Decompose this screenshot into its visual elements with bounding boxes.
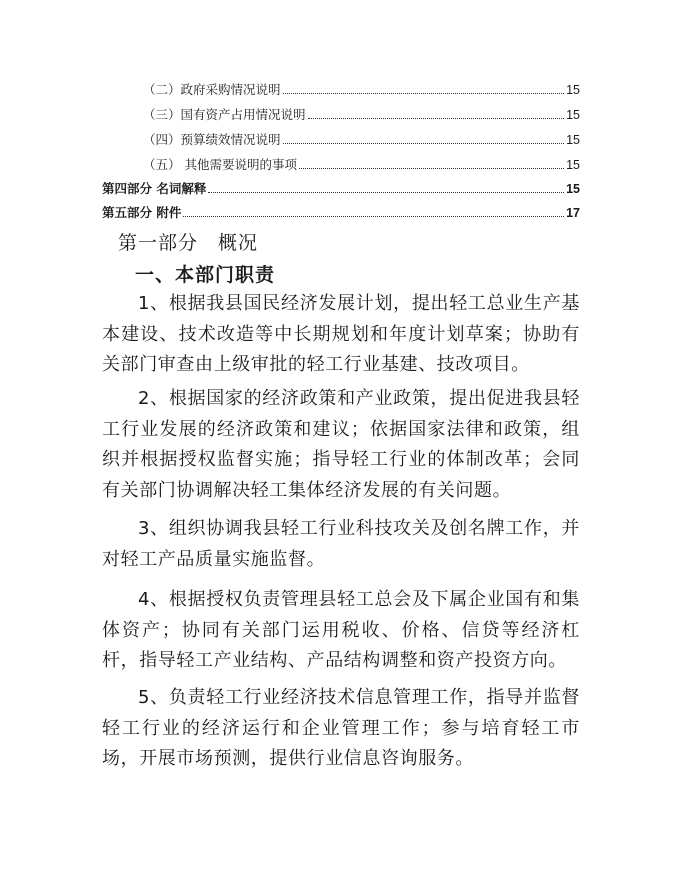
toc-entry-label: （四）预算绩效情况说明 — [143, 132, 281, 147]
toc-leader-dots — [183, 216, 564, 217]
toc-page-number: 17 — [566, 206, 580, 220]
duty-paragraph-2: 2、根据国家的经济政策和产业政策，提出促进我县轻工行业发展的经济政策和建议；依据国家法律和政策，组织并根据授权监督实施；指导轻工行业的体制改革；会同有关部门协调解决轻工集体经济发展的有关问题。 — [102, 388, 580, 501]
toc-entry-other-matters[interactable] — [143, 155, 580, 175]
toc-leader-dots — [299, 168, 564, 169]
toc-entry-glossary[interactable] — [102, 179, 580, 199]
toc-page-number: 15 — [566, 182, 580, 196]
toc-leader-dots — [208, 192, 564, 193]
toc-page-number: 15 — [566, 108, 580, 122]
toc-entry-label: 第五部分 附件 — [102, 205, 182, 220]
toc-entry-performance[interactable] — [143, 130, 580, 150]
toc-page-number: 15 — [566, 83, 580, 97]
toc-page-number: 15 — [566, 133, 580, 147]
toc-leader-dots — [283, 143, 565, 144]
duty-paragraph-3: 3、组织协调我县轻工行业科技攻关及创名牌工作，并对轻工产品质量实施监督。 — [102, 518, 580, 570]
section-title: 第一部分 概况 — [118, 232, 259, 254]
toc-entry-attachments[interactable] — [102, 203, 580, 223]
toc-leader-dots — [308, 118, 565, 119]
duty-paragraph-5: 5、负责轻工行业经济技术信息管理工作，指导并监督轻工行业的经济运行和企业管理工作；参与培育轻工市场，开展市场预测，提供行业信息咨询服务。 — [102, 687, 580, 769]
toc-leader-dots — [283, 93, 565, 94]
toc-entry-procurement[interactable] — [143, 80, 580, 100]
toc-entry-label: （五） 其他需要说明的事项 — [143, 157, 297, 172]
duty-paragraph-1: 1、根据我县国民经济发展计划，提出轻工总业生产基本建设、技术改造等中长期规划和年度计划草案；协助有关部门审查由上级审批的轻工行业基建、技改项目。 — [102, 293, 580, 375]
toc-entry-state-assets[interactable] — [143, 105, 580, 125]
toc-entry-label: （二）政府采购情况说明 — [143, 82, 281, 97]
toc-entry-label: 第四部分 名词解释 — [102, 181, 207, 196]
duty-paragraph-4: 4、根据授权负责管理县轻工总会及下属企业国有和集体资产；协同有关部门运用税收、价格、信贷等经济杠杆，指导轻工产业结构、产品结构调整和资产投资方向。 — [102, 589, 580, 671]
toc-entry-label: （三）国有资产占用情况说明 — [143, 107, 306, 122]
subsection-title: 一、本部门职责 — [135, 264, 276, 286]
toc-page-number: 15 — [566, 158, 580, 172]
